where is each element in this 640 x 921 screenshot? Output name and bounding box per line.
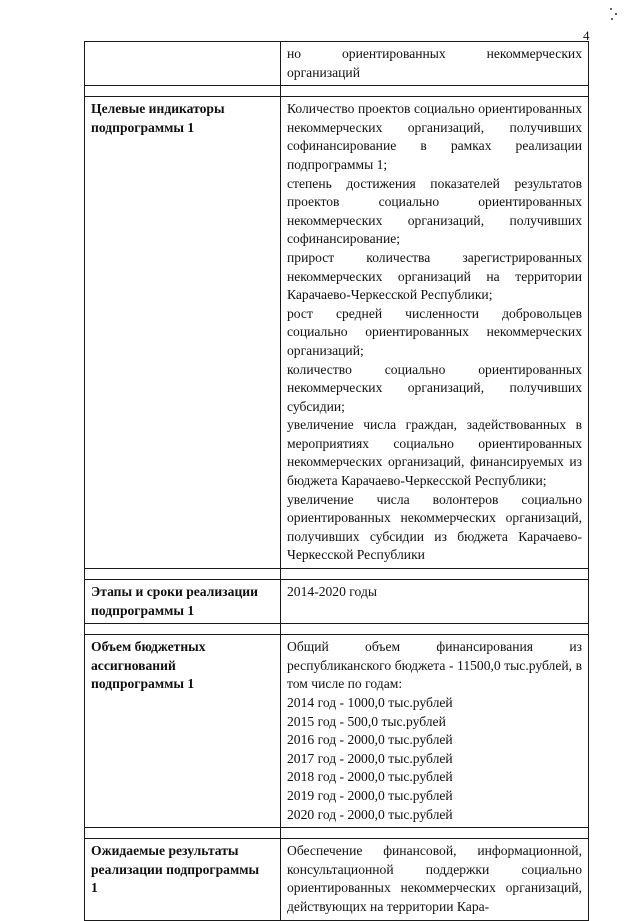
list-item: степень достижения показателей результатов проектов социально ориентированных некоммерческих организаций, получивших софинансирование;	[287, 175, 582, 247]
row-label	[85, 580, 281, 624]
scan-marks	[606, 6, 626, 26]
row-value	[281, 97, 589, 569]
list-item: увеличение числа волонтеров социально ориентированных некоммерческих организаций, получивших субсидии из бюджета Карачаево-Черкесской Республики	[287, 491, 582, 563]
list-item: рост средней численности добровольцев социально ориентированных некоммерческих организаций;	[287, 305, 582, 358]
row-separator	[85, 828, 589, 839]
table-row	[85, 839, 589, 920]
list-item: Обеспечение финансовой, информационной, консультационной поддержки социально ориентированных некоммерческих организаций, действующих на территории Кара-	[287, 843, 582, 914]
row-label-text: Объем бюджетных ассигнований подпрограммы 1	[91, 639, 206, 692]
list-item: 2019 год - 2000,0 тыс.рублей	[287, 787, 453, 803]
list-item: увеличение числа граждан, задействованных в мероприятиях социально ориентированных некоммерческих организаций, финансируемых из бюджета Карачаево-Черкесской Республики;	[287, 417, 582, 489]
row-label-text: Этапы и сроки реализации подпрограммы 1	[91, 584, 258, 618]
row-separator	[85, 569, 589, 580]
row-label-text: Ожидаемые результаты реализации подпрограммы 1	[91, 843, 260, 896]
row-label	[85, 635, 281, 828]
list-item: но ориентированных некоммерческих организаций	[287, 46, 582, 80]
list-item: 2015 год - 500,0 тыс.рублей	[287, 713, 446, 729]
row-value	[281, 635, 589, 828]
list-item: количество социально ориентированных некоммерческих организаций, получивших субсидии;	[287, 361, 582, 414]
list-item: 2014-2020 годы	[287, 584, 377, 600]
row-label-text: Целевые индикаторы подпрограммы 1	[91, 101, 225, 135]
row-value	[281, 580, 589, 624]
list-item: Общий объем финансирования из республиканского бюджета - 11500,0 тыс.рублей, в том числе по годам:	[287, 639, 582, 692]
list-item: 2014 год - 1000,0 тыс.рублей	[287, 695, 453, 710]
list-item: прирост количества зарегистрированных некоммерческих организаций на территории Карачаево-Черкесской Республики;	[287, 249, 582, 303]
table-row	[85, 97, 589, 569]
list-item: 2016 год - 2000,0 тыс.рублей	[287, 732, 453, 748]
row-label	[85, 839, 281, 920]
list-item: 2017 год - 2000,0 тыс.рублей	[287, 750, 453, 766]
row-label	[85, 97, 281, 569]
list-item: Количество проектов социально ориентированных некоммерческих организаций, получивших софинансирование в рамках реализации подпрограммы 1;	[287, 101, 582, 172]
row-value	[281, 839, 589, 920]
list-item: 2018 год - 2000,0 тыс.рублей	[287, 769, 453, 785]
table-row	[85, 580, 589, 624]
page-number: 4	[583, 28, 590, 43]
row-value	[281, 42, 589, 86]
subprogram-passport-table	[84, 41, 589, 921]
list-item: 2020 год - 2000,0 тыс.рублей	[287, 806, 453, 822]
row-separator	[85, 624, 589, 635]
table-row	[85, 635, 589, 828]
row-separator	[85, 86, 589, 97]
row-label	[85, 42, 281, 86]
table-row	[85, 42, 589, 86]
